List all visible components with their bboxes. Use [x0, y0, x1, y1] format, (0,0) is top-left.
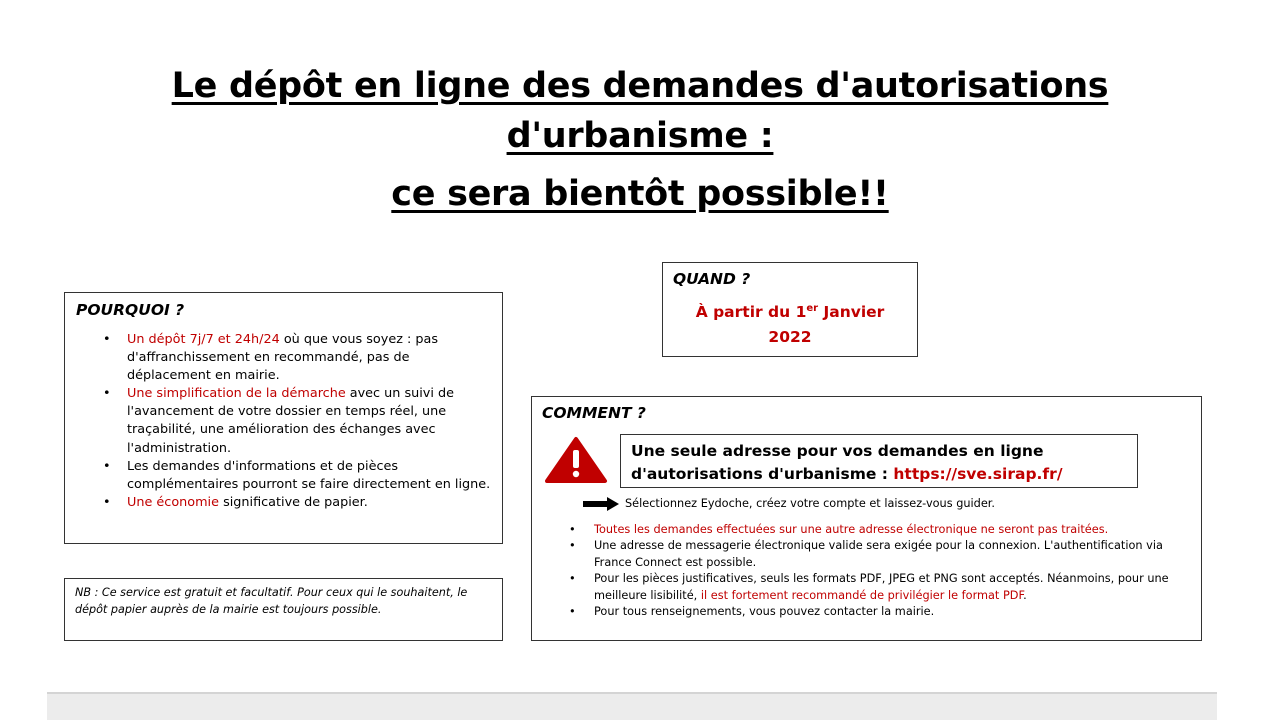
list-item-highlight: Un dépôt 7j/7 et 24h/24 — [127, 332, 280, 347]
list-item — [127, 385, 493, 457]
comment-list — [594, 522, 1192, 620]
page-title-line-1: Le dépôt en ligne des demandes d'autorisations — [171, 66, 1109, 106]
list-item-text: significative de papier. — [219, 494, 368, 510]
comment-box — [531, 396, 1202, 641]
quand-heading: QUAND ? — [673, 270, 751, 288]
nb-box — [64, 578, 503, 641]
list-item-warning: il est fortement recommandé de privilégier le format PDF — [700, 588, 1024, 602]
list-item-warning: Toutes les demandes effectuées sur une autre adresse électronique ne seront pas traitées. — [594, 523, 1109, 536]
page-subtitle: ce sera bientôt possible!! — [391, 174, 889, 214]
list-item — [127, 494, 493, 512]
pourquoi-box — [64, 292, 503, 544]
warning-triangle-icon — [544, 436, 608, 484]
list-item — [594, 538, 1192, 571]
address-box — [620, 434, 1138, 488]
date-month: Janvier — [818, 303, 885, 321]
date-year: 2022 — [768, 328, 812, 346]
address-text — [631, 440, 1131, 486]
list-item-text: où que vous soyez : pas d'affranchissement en recommandé, pas de déplacement en mairie. — [127, 332, 438, 384]
date-prefix: À partir du 1 — [695, 303, 807, 321]
pourquoi-heading: POURQUOI ? — [76, 301, 185, 319]
comment-heading: COMMENT ? — [542, 404, 646, 422]
list-item-text: Pour tous renseignements, vous pouvez contacter la mairie. — [594, 605, 935, 619]
bottom-bar — [47, 692, 1217, 720]
list-item — [594, 571, 1192, 604]
address-label: Une seule adresse pour vos demandes en ligne d'autorisations d'urbanisme : — [631, 442, 1044, 483]
list-item — [594, 604, 1192, 620]
pourquoi-list — [127, 331, 493, 512]
launch-date — [663, 300, 917, 350]
instruction-text: Sélectionnez Eydoche, créez votre compte et laissez-vous guider. — [625, 497, 995, 510]
date-ordinal: er — [806, 303, 819, 314]
instruction-row — [583, 496, 995, 511]
list-item-text-end: . — [1023, 588, 1027, 602]
list-item — [127, 331, 493, 385]
list-item-text: Pour les pièces justificatives, seuls les formats PDF, JPEG et PNG sont acceptés. Néanmoins, pour une meilleure lisibilité, — [594, 572, 1169, 602]
list-item-highlight: Une économie — [127, 494, 219, 510]
nb-text: NB : Ce service est gratuit et facultatif. Pour ceux qui le souhaitent, le dépôt papier auprès de la mairie est toujours possible. — [75, 586, 468, 616]
list-item — [127, 458, 493, 494]
list-item-highlight: Une simplification de la démarche — [127, 386, 346, 402]
list-item — [594, 522, 1192, 538]
quand-box — [662, 262, 918, 357]
list-item-text: Les demandes d'informations et de pièces complémentaires pourront se faire directement en ligne. — [127, 458, 491, 492]
page-title-line-2: d'urbanisme : — [506, 116, 774, 156]
address-link[interactable]: https://sve.sirap.fr/ — [893, 465, 1063, 483]
list-item-text: Une adresse de messagerie électronique valide sera exigée pour la connexion. L'authentification via France Connect est possible. — [594, 539, 1163, 569]
list-item-text: avec un suivi de l'avancement de votre dossier en temps réel, une traçabilité, une amélioration des échanges avec l'administration. — [127, 386, 454, 456]
arrow-right-icon — [583, 497, 619, 511]
